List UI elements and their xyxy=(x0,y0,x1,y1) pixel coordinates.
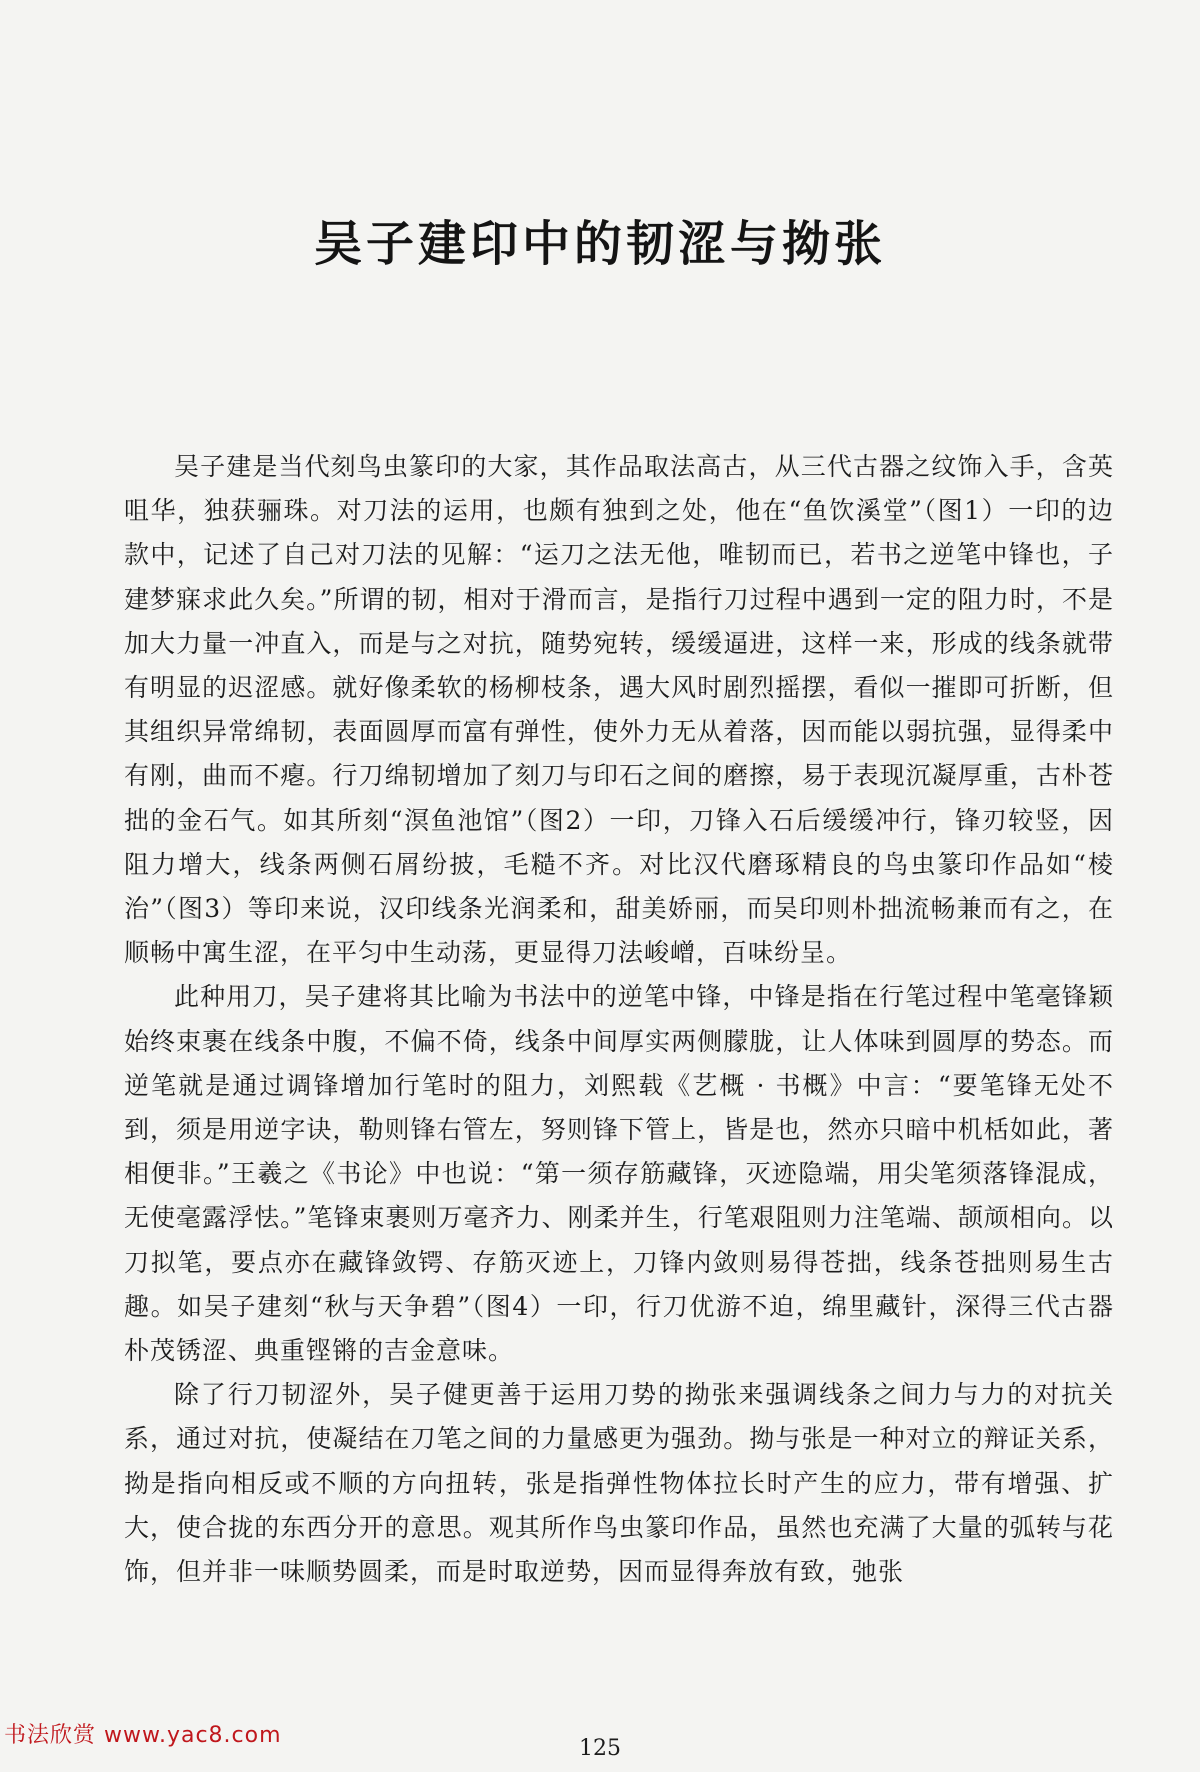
paragraph: 除了行刀韧涩外，吴子健更善于运用刀势的拗张来强调线条之间力与力的对抗关系，通过对抗，使凝结在刀笔之间的力量感更为强劲。拗与张是一种对立的辩证关系，拗是指向相反或不顺的方向扭转，张是指弹性物体拉长时产生的应力，带有增强、扩大，使合拢的东西分开的意思。观其所作鸟虫篆印作品，虽然也充满了大量的弧转与花饰，但并非一味顺势圆柔，而是时取逆势，因而显得奔放有致，弛张 xyxy=(124,1380,1114,1587)
article-title: 吴子建印中的韧涩与拗张 xyxy=(313,216,886,272)
paragraph: 吴子建是当代刻鸟虫篆印的大家，其作品取法高古，从三代古器之纹饰入手，含英咀华，独获骊珠。对刀法的运用，也颇有独到之处，他在“鱼饮溪堂”（图1）一印的边款中，记述了自己对刀法的见解：“运刀之法无他，唯韧而已，若书之逆笔中锋也，子建梦寐求此久矣。”所谓的韧，相对于滑而言，是指行刀过程中遇到一定的阻力时，不是加大力量一冲直入，而是与之对抗，随势宛转，缓缓逼进，这样一来，形成的线条就带有明显的迟涩感。就好像柔软的杨柳枝条，遇大风时剧烈摇摆，看似一摧即可折断，但其组织异常绵韧，表面圆厚而富有弹性，使外力无从着落，因而能以弱抗强，显得柔中有刚，曲而不瘪。行刀绵韧增加了刻刀与印石之间的磨擦，易于表现沉凝厚重，古朴苍拙的金石气。如其所刻“溟鱼池馆”（图2）一印，刀锋入石后缓缓冲行，锋刃较竖，因阻力增大，线条两侧石屑纷披，毛糙不齐。对比汉代磨琢精良的鸟虫篆印作品如“棱治”（图3）等印来说，汉印线条光润柔和，甜美娇丽，而吴印则朴拙流畅兼而有之，在顺畅中寓生涩，在平匀中生动荡，更显得刀法峻嶒，百味纷呈。 xyxy=(124,452,1114,968)
site-watermark: 书法欣赏 www.yac8.com xyxy=(4,1723,282,1748)
paragraph: 此种用刀，吴子建将其比喻为书法中的逆笔中锋，中锋是指在行笔过程中笔毫锋颖始终束裹在线条中腹，不偏不倚，线条中间厚实两侧朦胧，让人体味到圆厚的势态。而逆笔就是通过调锋增加行笔时的阻力，刘熙载《艺概 · 书概》中言：“要笔锋无处不到，须是用逆字诀，勒则锋右管左，努则锋下管上，皆是也，然亦只暗中机栝如此，著相便非。”王羲之《书论》中也说：“第一须存筋藏锋，灭迹隐端，用尖笔须落锋混成，无使毫露浮怯。”笔锋束裹则万毫齐力、刚柔并生，行笔艰阻则力注笔端、颉颃相向。以刀拟笔，要点亦在藏锋敛锷、存筋灭迹上，刀锋内敛则易得苍拙，线条苍拙则易生古趣。如吴子建刻“秋与天争碧”（图4）一印，行刀优游不迫，绵里藏针，深得三代古器朴茂锈涩、典重铿锵的吉金意味。 xyxy=(124,982,1114,1366)
page-number: 125 xyxy=(579,1736,621,1761)
article-body xyxy=(124,445,1114,1594)
